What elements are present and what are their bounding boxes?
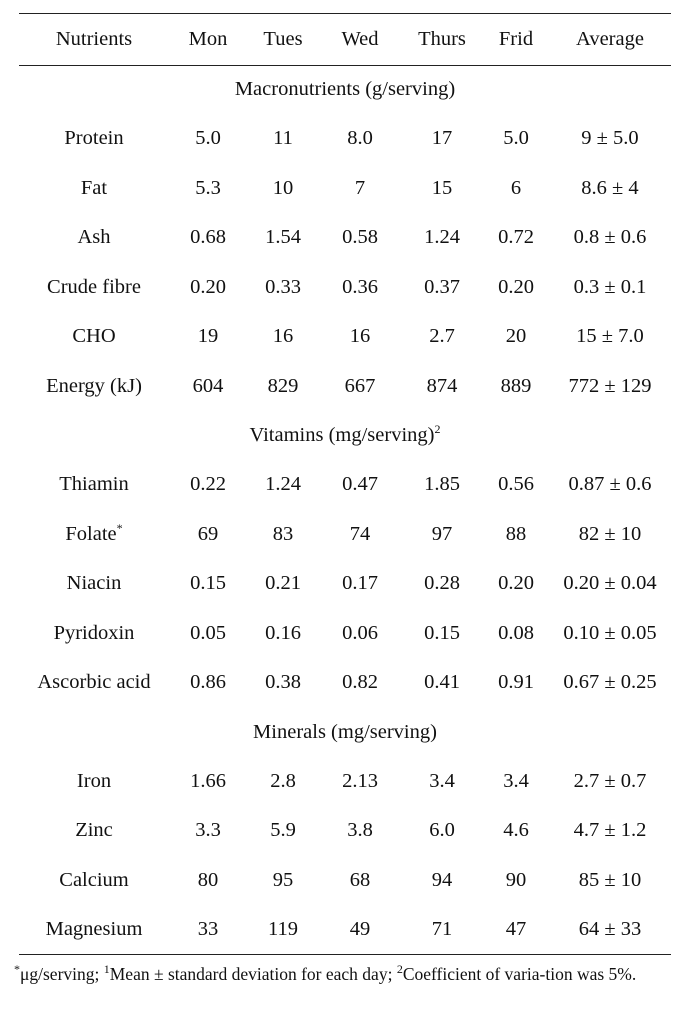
column-header-tues: Tues bbox=[263, 27, 303, 50]
footnote-text-1: μg/serving; bbox=[20, 964, 104, 984]
value-cell: 1.85 bbox=[424, 473, 460, 496]
value-cell: 0.47 bbox=[342, 473, 378, 496]
footnote-mark-2: 2 bbox=[396, 962, 403, 977]
value-cell: 3.8 bbox=[347, 819, 373, 842]
average-cell: 8.6 ± 4 bbox=[581, 176, 639, 199]
value-cell: 10 bbox=[272, 176, 294, 199]
value-cell: 6.0 bbox=[429, 819, 455, 842]
average-cell: 0.8 ± 0.6 bbox=[573, 226, 647, 249]
average-cell: 15 ± 7.0 bbox=[576, 325, 644, 348]
value-cell: 88 bbox=[505, 522, 527, 545]
nutrient-name: Fat bbox=[80, 176, 108, 199]
column-header-nutrients: Nutrients bbox=[55, 27, 133, 50]
table-row bbox=[19, 114, 671, 164]
table-row bbox=[19, 213, 671, 263]
average-cell: 4.7 ± 1.2 bbox=[573, 819, 647, 842]
value-cell: 667 bbox=[344, 374, 376, 397]
value-cell: 2.7 bbox=[429, 325, 455, 348]
value-cell: 0.38 bbox=[265, 671, 301, 694]
value-cell: 0.28 bbox=[424, 572, 460, 595]
average-cell: 2.7 ± 0.7 bbox=[573, 769, 647, 792]
value-cell: 16 bbox=[349, 325, 371, 348]
table-row bbox=[19, 757, 671, 807]
value-cell: 0.82 bbox=[342, 671, 378, 694]
nutrient-name: CHO bbox=[72, 325, 116, 348]
value-cell: 0.41 bbox=[424, 671, 460, 694]
value-cell: 0.91 bbox=[498, 671, 534, 694]
value-cell: 90 bbox=[505, 868, 527, 891]
column-header-thurs: Thurs bbox=[418, 27, 466, 50]
value-cell: 0.72 bbox=[498, 226, 534, 249]
nutrient-name: Thiamin bbox=[59, 473, 129, 496]
value-cell: 889 bbox=[500, 374, 532, 397]
value-cell: 69 bbox=[197, 522, 219, 545]
nutrient-name: Pyridoxin bbox=[53, 621, 135, 644]
nutrient-name: Iron bbox=[76, 769, 112, 792]
table-row bbox=[19, 312, 671, 362]
value-cell: 16 bbox=[272, 325, 294, 348]
footnote-mark-asterisk: * bbox=[14, 962, 20, 977]
nutrient-name: Ash bbox=[77, 226, 111, 249]
table-row bbox=[19, 510, 671, 560]
average-cell: 772 ± 129 bbox=[568, 374, 652, 397]
footnote-mark-1: 1 bbox=[103, 962, 110, 977]
table-row bbox=[19, 609, 671, 659]
value-cell: 2.13 bbox=[342, 769, 378, 792]
average-cell: 64 ± 33 bbox=[578, 918, 642, 941]
value-cell: 0.68 bbox=[190, 226, 226, 249]
section-title: Macronutrients (g/serving) bbox=[234, 78, 456, 100]
value-cell: 74 bbox=[349, 522, 371, 545]
table-row bbox=[19, 164, 671, 214]
nutrient-name: Niacin bbox=[66, 572, 122, 595]
value-cell: 0.16 bbox=[265, 621, 301, 644]
section-title-superscript: 2 bbox=[434, 422, 441, 437]
value-cell: 0.33 bbox=[265, 275, 301, 298]
value-cell: 47 bbox=[505, 918, 527, 941]
value-cell: 80 bbox=[197, 868, 219, 891]
value-cell: 71 bbox=[431, 918, 453, 941]
average-cell: 9 ± 5.0 bbox=[581, 127, 639, 150]
nutrient-table bbox=[19, 13, 671, 955]
average-cell: 82 ± 10 bbox=[578, 522, 642, 545]
value-cell: 0.15 bbox=[190, 572, 226, 595]
value-cell: 17 bbox=[431, 127, 453, 150]
value-cell: 11 bbox=[273, 127, 293, 150]
value-cell: 68 bbox=[349, 868, 371, 891]
nutrient-name: Energy (kJ) bbox=[46, 374, 142, 397]
value-cell: 5.0 bbox=[503, 127, 529, 150]
value-cell: 1.24 bbox=[424, 226, 460, 249]
value-cell: 3.4 bbox=[429, 769, 455, 792]
table-row bbox=[19, 362, 671, 412]
value-cell: 4.6 bbox=[503, 819, 529, 842]
value-cell: 1.66 bbox=[190, 769, 226, 792]
value-cell: 0.37 bbox=[424, 275, 460, 298]
table-row bbox=[19, 658, 671, 708]
column-header-frid: Frid bbox=[498, 27, 534, 50]
table-row bbox=[19, 559, 671, 609]
average-cell: 0.3 ± 0.1 bbox=[573, 275, 647, 298]
value-cell: 49 bbox=[349, 918, 371, 941]
value-cell: 0.56 bbox=[498, 473, 534, 496]
average-cell: 0.87 ± 0.6 bbox=[568, 473, 652, 496]
table-bottom-rule bbox=[19, 954, 671, 955]
value-cell: 5.9 bbox=[270, 819, 296, 842]
footnote-text-3: Coefficient of varia-tion was 5%. bbox=[402, 964, 637, 984]
value-cell: 1.54 bbox=[265, 226, 301, 249]
section-title: Minerals (mg/serving) bbox=[253, 720, 437, 743]
value-cell: 604 bbox=[192, 374, 224, 397]
value-cell: 2.8 bbox=[270, 769, 296, 792]
nutrient-name: Ascorbic acid bbox=[37, 671, 151, 694]
average-cell: 0.20 ± 0.04 bbox=[563, 572, 657, 595]
value-cell: 15 bbox=[431, 176, 453, 199]
nutrient-name: Calcium bbox=[59, 868, 129, 891]
average-cell: 0.67 ± 0.25 bbox=[563, 671, 657, 694]
section-row bbox=[19, 65, 671, 114]
nutrient-name: Crude fibre bbox=[47, 275, 141, 298]
nutrient-name: Folate bbox=[65, 522, 117, 545]
value-cell: 0.21 bbox=[265, 572, 301, 595]
table-footnote bbox=[14, 962, 679, 987]
nutrient-name: Zinc bbox=[75, 819, 113, 842]
value-cell: 3.3 bbox=[195, 819, 221, 842]
footnote-text-2: Mean ± standard deviation for each day; bbox=[109, 964, 397, 984]
value-cell: 5.0 bbox=[195, 127, 221, 150]
nutrient-name: Protein bbox=[64, 127, 124, 150]
value-cell: 5.3 bbox=[195, 176, 221, 199]
column-header-average: Average bbox=[576, 27, 644, 50]
value-cell: 0.20 bbox=[498, 275, 534, 298]
average-cell: 0.10 ± 0.05 bbox=[563, 621, 657, 644]
value-cell: 95 bbox=[272, 868, 294, 891]
value-cell: 7 bbox=[354, 176, 366, 199]
value-cell: 33 bbox=[197, 918, 219, 941]
value-cell: 829 bbox=[267, 374, 299, 397]
column-header-wed: Wed bbox=[341, 27, 379, 50]
value-cell: 19 bbox=[197, 325, 219, 348]
header-row bbox=[19, 13, 671, 65]
value-cell: 0.36 bbox=[342, 275, 378, 298]
section-title: Vitamins (mg/serving) bbox=[249, 424, 435, 446]
table-row bbox=[19, 460, 671, 510]
value-cell: 0.15 bbox=[424, 621, 460, 644]
section-row bbox=[19, 708, 671, 757]
value-cell: 3.4 bbox=[503, 769, 529, 792]
value-cell: 0.58 bbox=[342, 226, 378, 249]
column-header-mon: Mon bbox=[188, 27, 228, 50]
value-cell: 0.17 bbox=[342, 572, 378, 595]
nutrient-name: Magnesium bbox=[45, 918, 143, 941]
value-cell: 8.0 bbox=[347, 127, 373, 150]
table-row bbox=[19, 856, 671, 906]
nutrient-superscript: * bbox=[116, 520, 123, 535]
value-cell: 83 bbox=[272, 522, 294, 545]
value-cell: 20 bbox=[505, 325, 527, 348]
value-cell: 0.20 bbox=[190, 275, 226, 298]
value-cell: 0.86 bbox=[190, 671, 226, 694]
value-cell: 94 bbox=[431, 868, 453, 891]
value-cell: 6 bbox=[510, 176, 522, 199]
table-row bbox=[19, 263, 671, 313]
average-cell: 85 ± 10 bbox=[578, 868, 642, 891]
value-cell: 97 bbox=[431, 522, 453, 545]
value-cell: 1.24 bbox=[265, 473, 301, 496]
value-cell: 874 bbox=[426, 374, 458, 397]
value-cell: 0.06 bbox=[342, 621, 378, 644]
section-row bbox=[19, 411, 671, 460]
table-row bbox=[19, 905, 671, 955]
table-row bbox=[19, 806, 671, 856]
value-cell: 0.22 bbox=[190, 473, 226, 496]
value-cell: 0.05 bbox=[190, 621, 226, 644]
value-cell: 119 bbox=[268, 918, 298, 941]
value-cell: 0.20 bbox=[498, 572, 534, 595]
value-cell: 0.08 bbox=[498, 621, 534, 644]
